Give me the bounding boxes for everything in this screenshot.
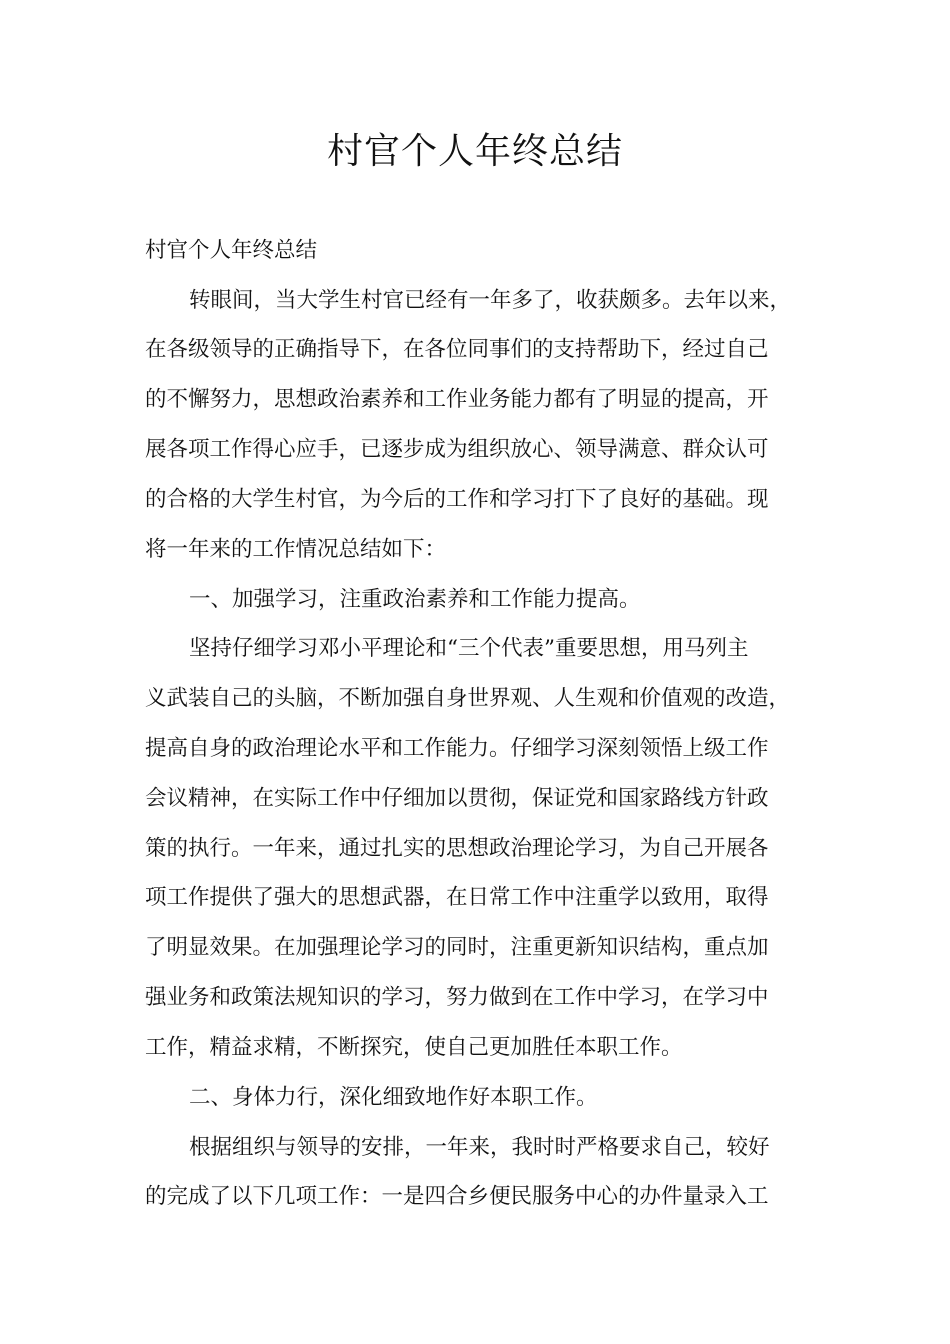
paragraph-line: 转眼间，当大学生村官已经有一年多了，收获颇多。去年以来， (189, 288, 792, 313)
document-title: 村官个人年终总结 (326, 131, 623, 172)
paragraph-line: 工作，精益求精，不断探究，使自己更加胜任本职工作。 (145, 1035, 683, 1060)
paragraph-line: 根据组织与领导的安排，一年来，我时时严格要求自己，较好 (189, 1135, 770, 1160)
paragraph-line: 在各级领导的正确指导下，在各位同事们的支持帮助下，经过自己 (145, 337, 769, 362)
paragraph-line: 的完成了以下几项工作：一是四合乡便民服务中心的办件量录入工 (145, 1184, 769, 1209)
paragraph-line: 坚持仔细学习邓小平理论和“三个代表”重要思想，用马列主 (189, 636, 749, 661)
paragraph-line: 会议精神，在实际工作中仔细加以贯彻，保证党和国家路线方针政 (145, 786, 769, 811)
paragraph-line: 展各项工作得心应手，已逐步成为组织放心、领导满意、群众认可 (145, 437, 769, 462)
paragraph-line: 策的执行。一年来，通过扎实的思想政治理论学习，为自己开展各 (145, 836, 769, 861)
document-subtitle: 村官个人年终总结 (145, 238, 318, 263)
section-heading: 一、加强学习，注重政治素养和工作能力提高。 (189, 587, 641, 612)
paragraph-line: 的合格的大学生村官，为今后的工作和学习打下了良好的基础。现 (145, 487, 769, 512)
paragraph-line: 了明显效果。在加强理论学习的同时，注重更新知识结构，重点加 (145, 935, 769, 960)
paragraph-line: 项工作提供了强大的思想武器，在日常工作中注重学以致用，取得 (145, 885, 769, 910)
paragraph-line: 的不懈努力，思想政治素养和工作业务能力都有了明显的提高，开 (145, 387, 769, 412)
paragraph-line: 提高自身的政治理论水平和工作能力。仔细学习深刻领悟上级工作 (145, 736, 769, 761)
paragraph-line: 义武装自己的头脑，不断加强自身世界观、人生观和价值观的改造， (145, 686, 791, 711)
section-heading: 二、身体力行，深化细致地作好本职工作。 (189, 1085, 598, 1110)
paragraph-line: 强业务和政策法规知识的学习，努力做到在工作中学习，在学习中 (145, 985, 769, 1010)
paragraph-line: 将一年来的工作情况总结如下： (145, 537, 447, 562)
